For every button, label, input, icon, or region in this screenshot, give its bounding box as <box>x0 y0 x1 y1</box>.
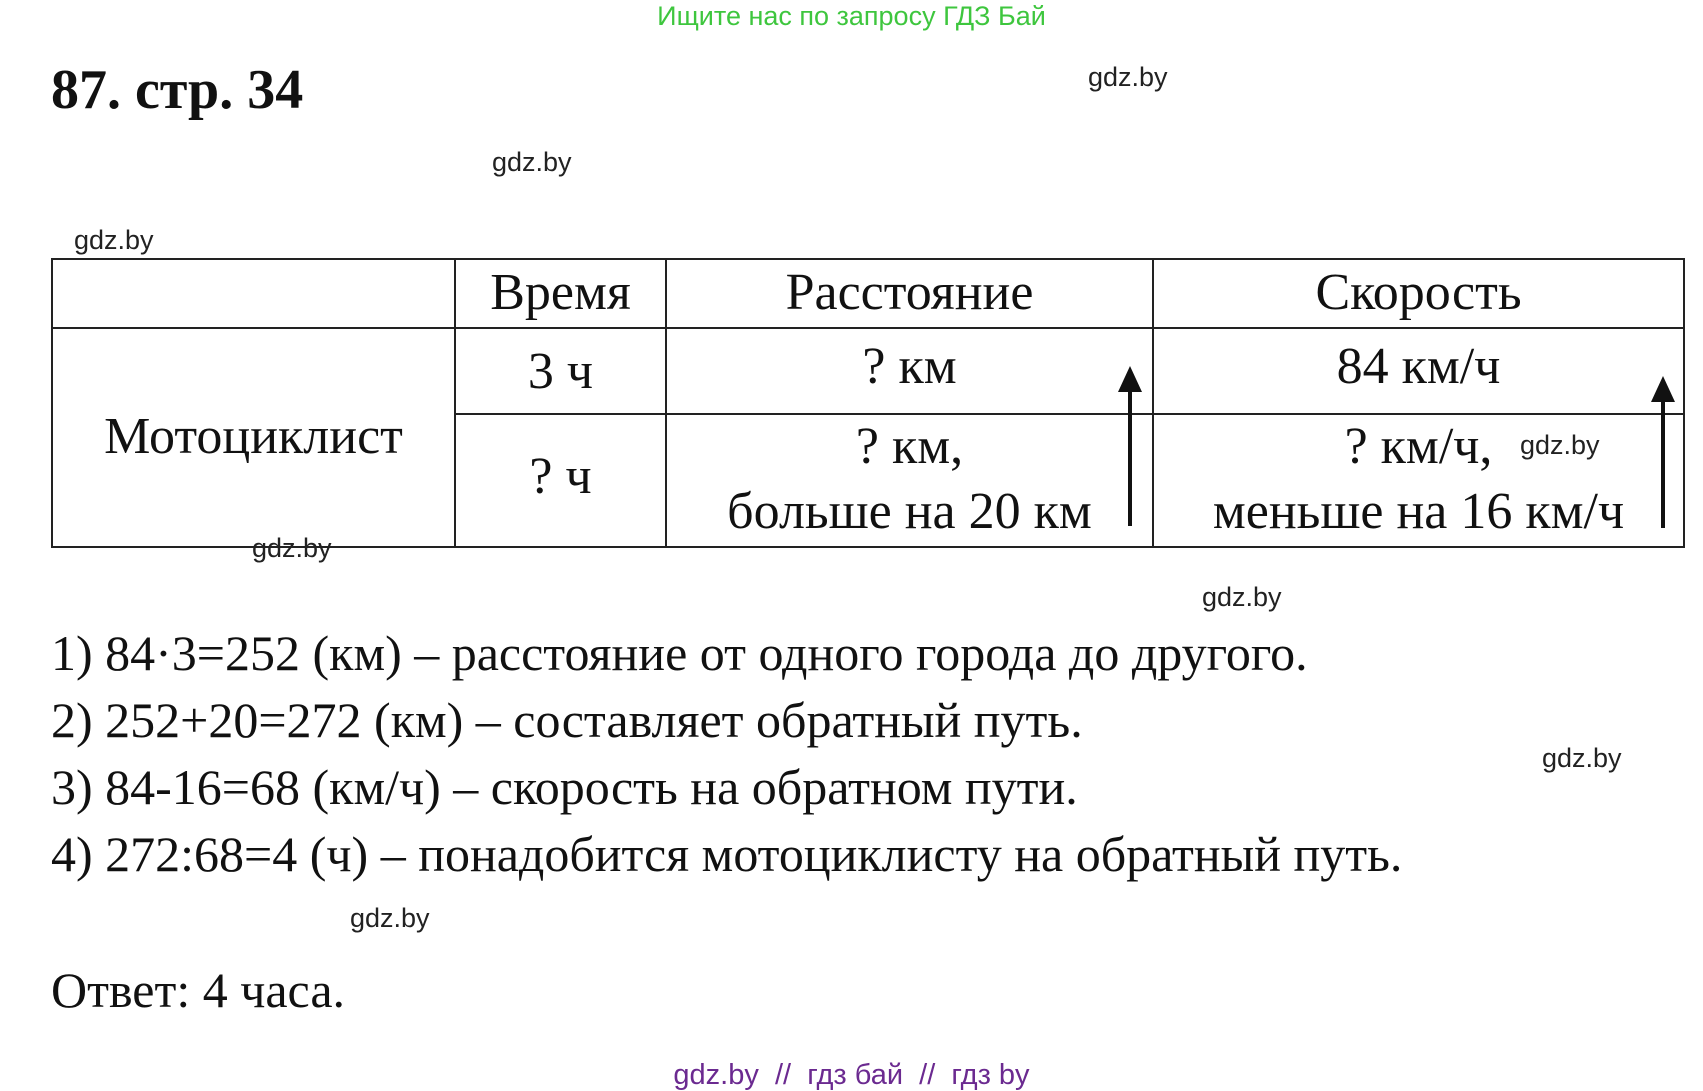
row-label-motorcyclist: Мотоциклист <box>104 408 403 465</box>
footer-links: gdz.by // гдз бай // гдз by <box>673 1059 1030 1091</box>
data-table <box>51 258 1685 548</box>
row1-distance: ? км <box>862 338 957 395</box>
exercise-heading: 87. стр. 34 <box>51 59 304 121</box>
table-header-divider <box>51 327 1685 329</box>
search-banner: Ищите нас по запросу ГДЗ Бай <box>657 1 1046 31</box>
row1-time: 3 ч <box>527 343 594 400</box>
watermark: gdz.by <box>1202 582 1282 612</box>
header-distance: Расстояние <box>785 264 1034 321</box>
table-border-top <box>51 258 1685 260</box>
row2-distance-line2: больше на 20 км <box>727 483 1092 540</box>
watermark: gdz.by <box>252 533 332 563</box>
header-speed: Скорость <box>1315 264 1522 321</box>
header-time: Время <box>490 264 631 321</box>
table-border-right <box>1683 258 1685 548</box>
watermark: gdz.by <box>74 225 154 255</box>
row2-time: ? ч <box>529 448 592 505</box>
arrow-up-icon <box>1115 366 1145 526</box>
table-row-divider <box>454 413 1685 415</box>
solution-step: 3) 84-16=68 (км/ч) – скорость на обратном пути. <box>51 759 1078 815</box>
arrow-up-icon <box>1648 376 1678 528</box>
row2-speed-line2: меньше на 16 км/ч <box>1212 483 1625 540</box>
answer-text: Ответ: 4 часа. <box>51 962 346 1018</box>
solution-steps <box>51 620 1402 888</box>
table-border-left <box>51 258 53 548</box>
solution-step: 2) 252+20=272 (км) – составляет обратный путь. <box>51 692 1083 748</box>
watermark: gdz.by <box>350 903 430 933</box>
row1-speed: 84 км/ч <box>1336 338 1501 395</box>
row2-speed-line1: ? км/ч, <box>1344 418 1493 475</box>
solution-step: 4) 272:68=4 (ч) – понадобится мотоциклисту на обратный путь. <box>51 826 1403 882</box>
row2-distance-line1: ? км, <box>855 418 964 475</box>
watermark: gdz.by <box>492 147 572 177</box>
watermark: gdz.by <box>1088 62 1168 92</box>
solution-step: 1) 84·3=252 (км) – расстояние от одного города до другого. <box>51 625 1308 681</box>
watermark: gdz.by <box>1520 430 1600 460</box>
watermark: gdz.by <box>1542 743 1622 773</box>
